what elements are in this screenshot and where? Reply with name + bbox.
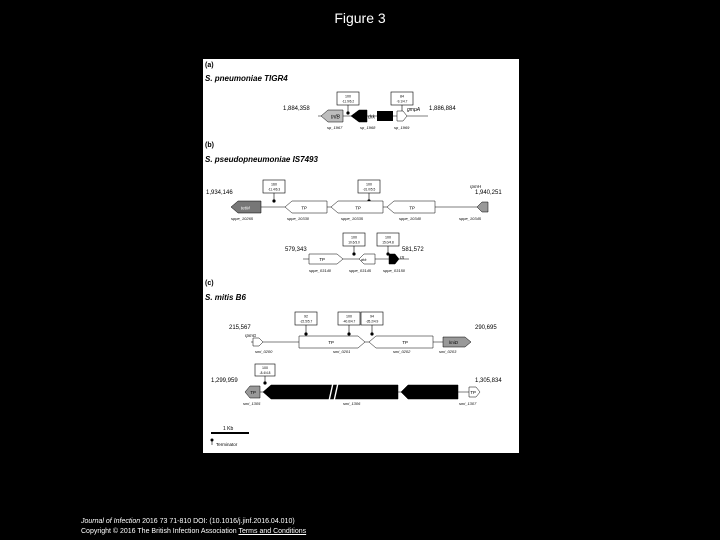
svg-text:TP: TP [301, 205, 307, 211]
coord-a-left: 1,884,358 [283, 106, 310, 112]
gene-arrow [369, 336, 433, 348]
copyright-text: Copyright © 2016 The British Infection Association [81, 528, 237, 535]
svg-text:sppe_10345: sppe_10345 [459, 216, 482, 221]
terminator-icon [347, 332, 350, 335]
terminator-icon [272, 199, 275, 202]
terminator-legend-icon [211, 439, 214, 442]
gene-arrow [397, 111, 407, 121]
copyright-line [81, 527, 306, 537]
figure-image [203, 59, 519, 453]
svg-text:drk: drk [361, 257, 367, 262]
panel-a-organism: S. pneumoniae TIGR4 [205, 74, 288, 83]
terminator-box-c3 [361, 312, 383, 325]
svg-text:smi_0202: smi_0202 [393, 349, 411, 354]
svg-text:100: 100 [385, 235, 391, 240]
svg-text:94: 94 [370, 314, 374, 319]
svg-text:sp_1969: sp_1969 [394, 125, 410, 130]
gene-arrow [253, 338, 263, 346]
gene-arrow [477, 202, 488, 212]
coord-c2-left: 1,299,959 [211, 378, 238, 384]
coord-c2-right: 1,305,834 [475, 378, 502, 384]
svg-text:drk: drk [363, 386, 370, 391]
svg-text:-31.0/5.5: -31.0/5.5 [362, 187, 376, 192]
svg-text:-40.6/4.7: -40.6/4.7 [342, 319, 356, 324]
gene-map-diagram [203, 59, 519, 453]
svg-text:sppe_10330: sppe_10330 [287, 216, 310, 221]
gene-arrow [401, 385, 458, 399]
svg-text:92: 92 [304, 314, 308, 319]
terminator-box-c4 [255, 364, 275, 376]
panel-c-organism: S. mitis B6 [205, 293, 246, 302]
svg-text:-9.1/4.7: -9.1/4.7 [396, 99, 408, 104]
svg-text:drk: drk [368, 114, 375, 121]
terminator-box-b4 [377, 233, 399, 246]
svg-text:sppe_03150: sppe_03150 [383, 268, 406, 273]
svg-text:160: 160 [271, 182, 277, 187]
svg-text:-22.5/5.7: -22.5/5.7 [299, 319, 313, 324]
scale-label: 1 Kb [223, 426, 234, 432]
svg-text:-11.4/6.3: -11.4/6.3 [267, 187, 281, 192]
terminator-icon [346, 111, 349, 114]
svg-text:sppe_03145: sppe_03145 [349, 268, 372, 273]
panel-a-label: (a) [205, 62, 214, 69]
terminator-icon [263, 381, 266, 384]
panel-b-label: (b) [205, 142, 214, 149]
svg-text:100: 100 [366, 182, 372, 187]
svg-text:84: 84 [400, 94, 404, 99]
slide-title: Figure 3 [334, 10, 386, 26]
svg-text:smi_1307: smi_1307 [459, 401, 477, 406]
coord-b1-left: 1,934,146 [206, 190, 233, 196]
panel-b-organism: S. pseudopneumoniae IS7493 [205, 155, 318, 164]
svg-text:tnfB: tnfB [331, 114, 340, 121]
terminator-box-a1 [337, 92, 359, 105]
svg-text:rpmH: rpmH [470, 184, 481, 189]
gene-arrow [351, 110, 367, 122]
svg-text:100: 100 [346, 314, 352, 319]
coord-c1-left: 215,567 [229, 325, 251, 331]
svg-text:sppe_10335: sppe_10335 [341, 216, 364, 221]
terminator-icon [304, 332, 307, 335]
terminator-box-b1 [263, 180, 285, 193]
coord-b2-left: 579,343 [285, 247, 307, 253]
citation-text: 2016 73 71-810 DOI: (10.1016/j.jinf.2016.04.010) [142, 518, 295, 525]
svg-text:TP: TP [409, 205, 415, 211]
coord-b1-right: 1,940,251 [475, 190, 502, 196]
terminator-icon [370, 332, 373, 335]
terminator-box-c1 [295, 312, 317, 325]
svg-text:TP: TP [328, 340, 334, 345]
terminator-box-a2 [391, 92, 413, 105]
svg-text:smi_0200: smi_0200 [255, 349, 273, 354]
terminator-box-b3 [343, 233, 365, 246]
terminator-legend-label: Terminator [216, 442, 238, 447]
svg-text:sppe_10340: sppe_10340 [399, 216, 422, 221]
svg-text:-11.9/6.2: -11.9/6.2 [341, 99, 355, 104]
gene-arrow [389, 254, 399, 264]
svg-text:TP: TP [250, 390, 256, 395]
svg-text:smi_0203: smi_0203 [439, 349, 457, 354]
citation-footer [81, 517, 306, 537]
svg-text:TP: TP [402, 340, 408, 345]
svg-text:100: 100 [345, 94, 351, 99]
terminator-box-c2 [338, 312, 360, 325]
terms-link[interactable]: Terms and Conditions [238, 528, 307, 535]
coord-b2-right: 581,572 [402, 247, 424, 253]
svg-text:lmiD: lmiD [449, 340, 458, 345]
svg-text:gmpA: gmpA [407, 107, 421, 113]
coord-c1-right: 290,695 [475, 325, 497, 331]
svg-text:TP: TP [319, 257, 325, 262]
svg-text:IS: IS [400, 255, 405, 260]
svg-text:-35.2/4.9: -35.2/4.9 [365, 319, 379, 324]
terminator-box-b2 [358, 180, 380, 193]
svg-text:100: 100 [351, 235, 357, 240]
gene-block [377, 111, 393, 121]
svg-text:15.0/4.8: 15.0/4.8 [382, 240, 394, 245]
svg-text:sppe_10265: sppe_10265 [231, 216, 254, 221]
svg-text:smi_0201: smi_0201 [333, 349, 351, 354]
svg-text:TP: TP [470, 390, 476, 395]
gene-arrow [309, 254, 343, 264]
svg-text:sp_1967: sp_1967 [327, 125, 343, 130]
svg-text:sp_1968: sp_1968 [360, 125, 376, 130]
svg-text:smi_1306: smi_1306 [343, 401, 361, 406]
panel-c-label: (c) [205, 280, 214, 287]
svg-text:smi_1305: smi_1305 [243, 401, 261, 406]
svg-text:10.6/3.0: 10.6/3.0 [348, 240, 360, 245]
svg-text:sppe_03140: sppe_03140 [309, 268, 332, 273]
svg-text:TP: TP [355, 205, 361, 211]
terminator-icon [352, 252, 355, 255]
coord-a-right: 1,886,884 [429, 106, 456, 112]
svg-text:-8.4/4.8: -8.4/4.8 [259, 371, 271, 375]
citation-line [81, 517, 306, 527]
svg-text:rpmG: rpmG [245, 333, 257, 338]
journal-name: Journal of Infection [81, 518, 141, 525]
svg-text:100: 100 [262, 366, 268, 370]
svg-text:tetM: tetM [241, 205, 250, 211]
